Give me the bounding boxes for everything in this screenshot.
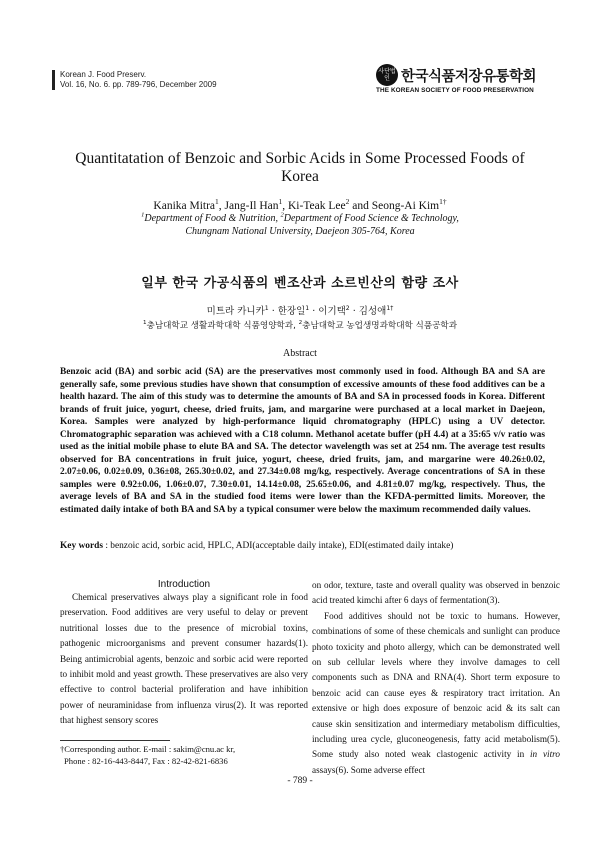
korean-title: 일부 한국 가공식품의 벤조산과 소르빈산의 함량 조사 bbox=[141, 276, 459, 291]
footnote-divider bbox=[60, 740, 170, 741]
author-sup: 1 bbox=[278, 197, 283, 207]
author-sup: 1 bbox=[215, 197, 219, 207]
affiliation-address: Chungnam National University, Daejeon 305-764, Korea bbox=[185, 226, 415, 237]
author-name: Kanika Mitra bbox=[153, 200, 216, 212]
journal-name: Korean J. Food Preserv. bbox=[60, 70, 147, 79]
society-emblem-icon: 사단법인 bbox=[376, 64, 398, 86]
author-sep: , bbox=[218, 200, 225, 212]
author-sep: and bbox=[349, 200, 372, 212]
author-name: Jang-Il Han bbox=[224, 200, 279, 212]
intro-paragraph: Chemical preservatives always play a significant role in food preservation. Food additives are very useful to delay or prevent nutritional losses due to the presence of microbial toxins, pathogenic microorganisms and prevent consumer hazards(1). Being antimicrobial agents, benzoic and sorbic acid were reported to inhibit mold and yeast growth. These preservatives are also very effective to control bacterial proliferation and have inhibition power of neuraminidase from influenza virus(2). It was reported that highest sensory scores bbox=[60, 592, 308, 726]
footnote-email: †Corresponding author. E-mail : sakim@cnu.ac kr, bbox=[60, 744, 236, 754]
keywords: Key words : benzoic acid, sorbic acid, HPLC, ADI(acceptable daily intake), EDI(estimated daily intake) bbox=[60, 541, 454, 551]
paper-title: Quantitatation of Benzoic and Sorbic Acids in Some Processed Foods of Korea bbox=[75, 150, 525, 185]
journal-volume: Vol. 16, No. 6. pp. 789-796, December 2009 bbox=[60, 80, 217, 89]
keywords-text: benzoic acid, sorbic acid, HPLC, ADI(acceptable daily intake), EDI(estimated daily intake) bbox=[110, 541, 454, 551]
korean-affiliation: $^1$충남대학교 생활과학대학 식품영양학과, $^2$충남대학교 농업생명과학대학 식품공학과 bbox=[142, 320, 458, 331]
journal-citation bbox=[52, 70, 217, 90]
korean-author-list: 미트라 카니카$^1$ · 한장일$^1$ · 이기택$^2$ · 김성애$^{1\dagger}$ bbox=[206, 304, 394, 317]
intro-paragraph-2: Food additives should not be toxic to humans. However, combinations of some of these chemicals and sunlight can produce photo toxicity and photo allergy, which can be demonstrated well on sub cellular levels where they involve damages to cell components such as DNA and RNA(4). Short term exposure to benzoic acid can cause eyes & respiratory tract irritation. An extensive or high does exposure of benzoic acid & its salt can cause skin sensitization and intermediary metabolism difficulties, including urea cycle, gluconeogenesis, fatty acid metabolism(5). Some study also noted weak clastogenic activity in in vitro assays(6). Some adverse effect bbox=[312, 610, 560, 775]
page-number: - 789 - bbox=[287, 776, 313, 786]
author-name: Ki-Teak Lee bbox=[287, 200, 346, 212]
society-english-name: THE KOREAN SOCIETY OF FOOD PRESERVATION bbox=[376, 87, 534, 94]
author-sup: 1† bbox=[439, 197, 447, 207]
footnote-phone: Phone : 82-16-443-8447, Fax : 82-42-821-6836 bbox=[64, 755, 228, 766]
footnote bbox=[60, 744, 310, 767]
author-name: Seong-Ai Kim bbox=[371, 200, 440, 212]
abstract-text: Benzoic acid (BA) and sorbic acid (SA) are the preservatives most commonly used in food. Although BA and SA are generally safe, some previous studies have shown that consumption of excessive amounts of these food additives can be a health hazard. The aim of this study was to determine the amounts of BA and SA in processed foods in Korea. Different brands of fruit juice, yogurt, cheese, dried fruits, jam, and margarine were purchased at a local market in Daejeon, Korea. Samples were analyzed by high-performance liquid chromatography (HPLC) using a UV detector. Chromatographic separation was achieved with a C18 column. Methanol acetate buffer (pH 4.4) at a 35:65 v/v ratio was used as the initial mobile phase to elute BA and SA. The detector wavelength was set at 254 nm. The average test results observed for BA concentrations in fruit juice, yogurt, cheese, dried fruits, jam, and margarine were 40.26±0.02, 2.07±0.06, 0.02±0.09, 0.36±08, 265.30±0.02, and 27.34±0.08 mg/kg, respectively. Average concentrations of SA in these samples were 0.92±0.06, 1.06±0.07, 7.30±0.01, 14.14±0.08, 25.65±0.06, and 4.81±0.07 mg/kg, respectively. Thus, the average levels of BA and SA in the studied food items were lower than the KFDA-permitted limits. Moreover, the estimated daily intake of both BA and SA by a typical consumer were below the maximum recommended daily values. bbox=[60, 367, 545, 516]
introduction-heading: Introduction bbox=[157, 579, 211, 590]
abstract-heading: Abstract bbox=[283, 348, 317, 359]
left-column bbox=[60, 590, 308, 729]
author-list bbox=[60, 199, 540, 213]
intro-continuation: on odor, texture, taste and overall quality was observed in benzoic acid treated kimchi after 6 days of fermentation(3). bbox=[312, 580, 560, 606]
right-column bbox=[312, 578, 560, 778]
society-korean-name: 한국식품저장유통학회 bbox=[401, 68, 537, 85]
author-sup: 2 bbox=[345, 197, 350, 207]
keywords-label: Key words bbox=[60, 541, 103, 551]
affiliation: $^1$Department of Food & Nutrition, $^2$Department of Food Science & Technology, Chungnam National University, Daejeon 305-764, Korea bbox=[60, 212, 540, 238]
society-logo bbox=[376, 64, 548, 94]
author-sep: , bbox=[282, 200, 288, 212]
